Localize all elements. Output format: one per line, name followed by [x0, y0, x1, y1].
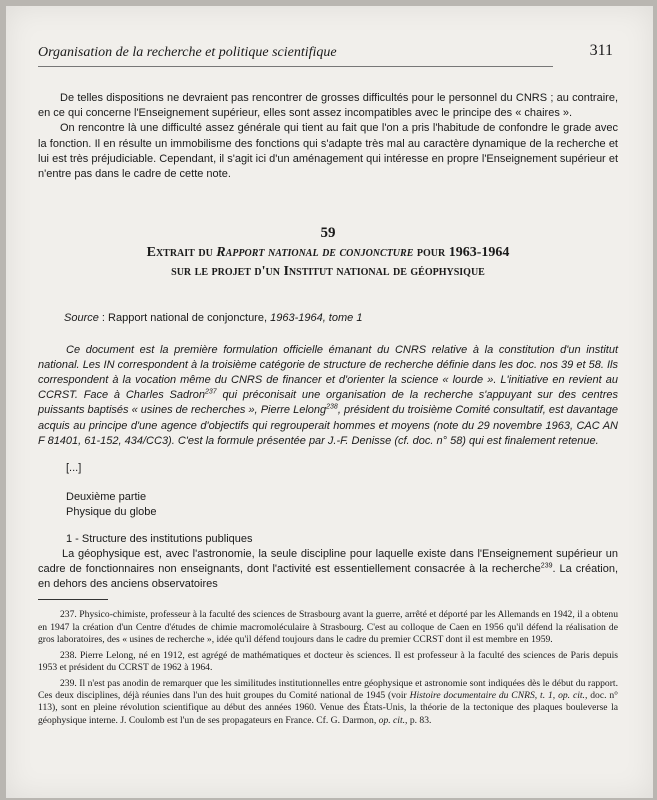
part-subtitle: Physique du globe [66, 506, 157, 519]
running-header [38, 42, 613, 67]
source-text: : Rapport national de conjoncture, [98, 312, 271, 325]
page-body [38, 91, 618, 730]
footnote-ref: 238 [326, 403, 338, 411]
chapter-title-line2: sur le projet d'un Institut national de géophysique [171, 264, 485, 280]
footnote-239 [38, 678, 618, 728]
chapter-title-italic: Rapport national de conjoncture [216, 245, 414, 261]
section-heading: 1 - Structure des institutions publiques [66, 532, 253, 545]
chapter-title-part: pour 1963-1964 [413, 245, 510, 261]
part-title: Deuxième partie [66, 491, 147, 504]
paragraph: De telles dispositions ne devraient pas rencontrer de grosses difficultés pour le personnel du CNRS ; au contraire, en ce qui concerne l'Enseignement supérieur, elles sont assez incompatibles avec le principe des « chaires ». [38, 92, 618, 120]
footnote-ref: 237 [204, 388, 217, 396]
footnote-238: 238. Pierre Lelong, né en 1912, est agrégé de mathématiques et docteur ès sciences. Il est professeur à la faculté des sciences de Paris depuis 1953 et président du CCRST de 1962 à 1964. [38, 649, 618, 674]
section-text: La géophysique est, avec l'astronomie, la seule discipline pour laquelle existe dans l'Enseignement supérieur un cadre de fonctionnaires non enseignants, dont l'activité est essentiellement consacrée à la recherche [38, 547, 618, 576]
footnote-text: , doc. n° 113), sont en pleine révolution scientifique au début des années 1960. Venue des États-Unis, la théorie de la tectonique des plaques bouleverse la géophysique interne. J. Coulomb est l'un de ses propagateurs en France. Cf. G. Darmon, [38, 689, 618, 726]
footnote-text: 239. Il n'est pas anodin de remarquer que les similitudes institutionnelles entre géophysique et astronomie sont indiquées dès le début du rapport. Ces deux disciplines, déjà réunies dans l'un des huit groupes du Comité national de 1945 (voir [38, 677, 618, 701]
intro-text: qui préconisait une organisation de la recherche s'appuyant sur des centres puissants baptisés « usines de recherches », Pierre Lelong [38, 389, 618, 417]
chapter-number: 59 [320, 225, 336, 242]
footnote-237: 237. Physico-chimiste, professeur à la faculté des sciences de Strasbourg avant la guerre, arrêté et déporté par les Allemands en 1942, il a obtenu en 1947 la création d'un Centre d'études de chimie macromoléculaire à Strasbourg. C'est au colloque de Caen en 1956 qu'il défend la réalisation de gros laboratoires, des « usines de recherche », idée qu'il défend toujours dans le cadre du premier CCRST dont il est membre en 1959. [38, 609, 618, 646]
section-paragraph [38, 547, 618, 593]
page-number: 311 [589, 42, 613, 59]
footnote-text: , p. 83. [405, 714, 432, 726]
source-years: 1963-1964, tome 1 [270, 312, 363, 325]
chapter-title [38, 243, 618, 281]
source-line [38, 311, 618, 326]
footnote-italic: op. cit. [378, 714, 406, 726]
paragraph: On rencontre là une difficulté assez générale qui tient au fait que l'on a pris l'habitude de confondre le grade avec la fonction. Il en résulte un immobilisme des fonctions qui s'adapte très mal au caractère dynamique de la recherche et lui est très préjudiciable. Cependant, il s'agit ici d'un aménagement qui intéresse en propre l'Enseignement supérieur et n'entre pas dans le cadre de cette note. [38, 122, 618, 181]
intro-text: , président du troisième Comité consultatif, est davantage acquis au principe d'une agence d'objectifs qui regrouperait hommes et moyens (note du 29 novembre 1963, CAC AN F 81401, 61-152, 434/CC3). C'est la formule présentée par J.-F. Denisse (cf. doc. n° 58) qui est finalement retenue. [38, 404, 618, 447]
section-text: . La création, en dehors des anciens observatoires [38, 563, 618, 591]
ellipsis: [...] [66, 462, 82, 475]
intro-text: Ce document est la première formulation officielle émanant du CNRS relative à la constitution d'un institut national. Les IN correspondent à la troisième catégorie de structure de recherche définie dans les doc. nos 39 et 58. Ils correspondent à la vocation même du CNRS de financer et d'orienter la science « lourde ». L'initiative en revient au CCRST. Face à Charles Sadron [38, 343, 618, 402]
running-title: Organisation de la recherche et politique scientifique [38, 45, 337, 60]
footnote-rule [38, 599, 108, 600]
footnote-ref: 239 [540, 562, 553, 570]
source-label: Source [64, 312, 99, 325]
part-heading [38, 490, 618, 520]
chapter-title-part: Extrait du [146, 245, 217, 261]
book-page [6, 6, 653, 798]
editorial-intro [38, 343, 618, 449]
footnote-italic: Histoire documentaire du CNRS, t. 1, op. cit. [409, 689, 585, 701]
intro-paragraph [38, 343, 618, 449]
footnotes [38, 609, 618, 727]
